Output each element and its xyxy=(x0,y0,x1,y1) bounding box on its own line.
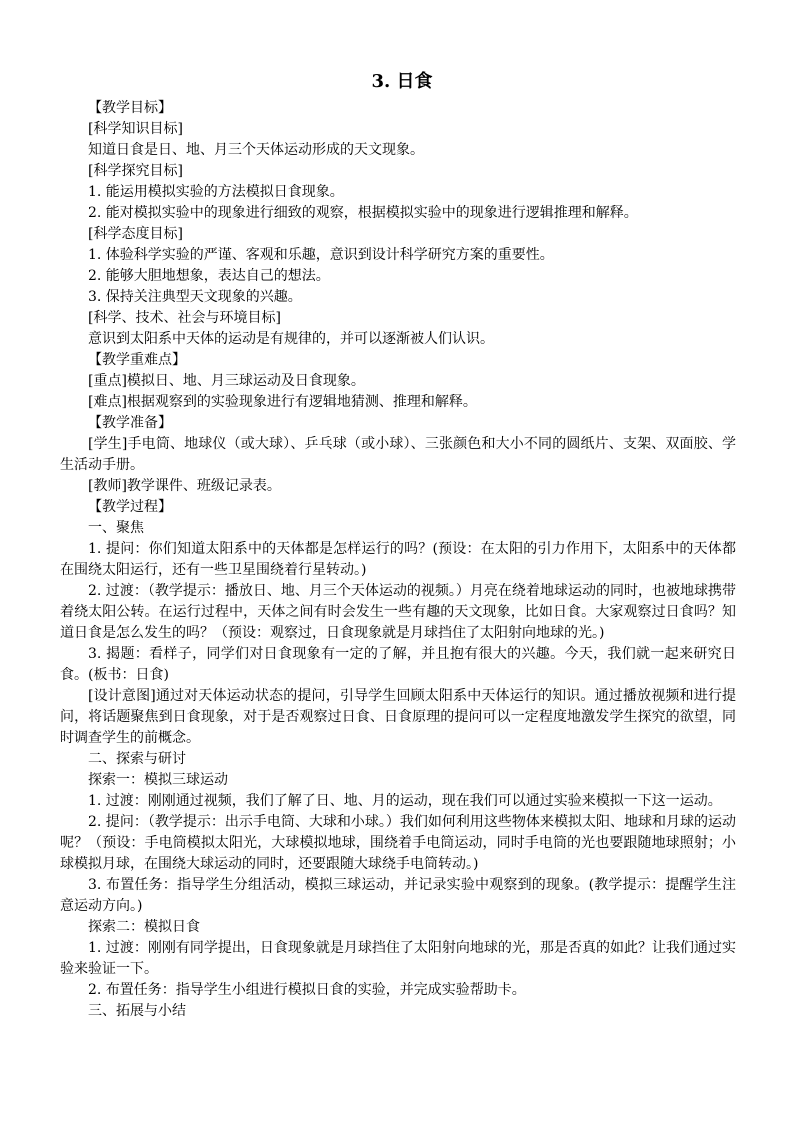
paragraph: 三、拓展与小结 xyxy=(88,1003,186,1019)
paragraph: 【教学目标】 xyxy=(88,100,172,116)
paragraph: 探索二：模拟日食 xyxy=(88,919,200,935)
paragraph: 2. 能够大胆地想象，表达自己的想法。 xyxy=(88,268,330,284)
paragraph: 1. 体验科学实验的严谨、客观和乐趣，意识到设计科学研究方案的重要性。 xyxy=(88,247,554,263)
paragraph: 3. 布置任务：指导学生分组活动，模拟三球运动，并记录实验中观察到的现象。(教学提示：提醒学生注意运动方向。) xyxy=(60,877,736,914)
paragraph: [科学探究目标] xyxy=(88,163,183,179)
paragraph: 一、聚焦 xyxy=(88,520,144,536)
paragraph: 2. 过渡：（教学提示：播放日、地、月三个天体运动的视频。）月亮在绕着地球运动的同时，也被地球携带着绕太阳公转。在运行过程中，天体之间有时会发生一些有趣的天文现象，比如日食。大家观察过日食吗？知道日食是怎么发生的吗？（预设：观察过，日食现象就是月球挡住了太阳射向地球的光。) xyxy=(60,583,736,641)
paragraph: 【教学准备】 xyxy=(88,415,172,431)
paragraph: 【教学重难点】 xyxy=(88,352,186,368)
paragraph: 2. 能对模拟实验中的现象进行细致的观察，根据模拟实验中的现象进行逻辑推理和解释。 xyxy=(88,205,638,221)
paragraph: [难点]根据观察到的实验现象进行有逻辑地猜测、推理和解释。 xyxy=(88,394,477,410)
paragraph: 1. 提问：你们知道太阳系中的天体都是怎样运行的吗？(预设：在太阳的引力作用下，太阳系中的天体都在围绕太阳运行，还有一些卫星围绕着行星转动。) xyxy=(60,541,736,578)
paragraph: [科学态度目标] xyxy=(88,226,183,242)
document-title: 3. 日食 xyxy=(371,71,433,92)
paragraph: [重点]模拟日、地、月三球运动及日食现象。 xyxy=(88,373,365,389)
paragraph: 意识到太阳系中天体的运动是有规律的，并可以逐渐被人们认识。 xyxy=(88,331,494,347)
paragraph: 1. 过渡：刚刚有同学提出，日食现象就是月球挡住了太阳射向地球的光，那是否真的如此？让我们通过实验来验证一下。 xyxy=(60,940,736,977)
paragraph: 【教学过程】 xyxy=(88,499,172,515)
paragraph: [教师]教学课件、班级记录表。 xyxy=(88,478,281,494)
paragraph: 二、探索与研讨 xyxy=(88,751,186,767)
paragraph: 2. 布置任务：指导学生小组进行模拟日食的实验，并完成实验帮助卡。 xyxy=(88,982,526,998)
paragraph: 知道日食是日、地、月三个天体运动形成的天文现象。 xyxy=(88,142,424,158)
paragraph: 3. 保持关注典型天文现象的兴趣。 xyxy=(88,289,302,305)
paragraph: [学生]手电筒、地球仪（或大球）、乒乓球（或小球）、三张颜色和大小不同的圆纸片、支架、双面胶、学生活动手册。 xyxy=(60,436,736,473)
paragraph: 1. 能运用模拟实验的方法模拟日食现象。 xyxy=(88,184,344,200)
paragraph: [设计意图]通过对天体运动状态的提问，引导学生回顾太阳系中天体运行的知识。通过播放视频和进行提问，将话题聚焦到日食现象，对于是否观察过日食、日食原理的提问可以一定程度地激发学生探究的欲望，同时调查学生的前概念。 xyxy=(60,688,736,746)
document-page xyxy=(60,68,736,1022)
document-body xyxy=(60,98,736,1022)
paragraph: [科学知识目标] xyxy=(88,121,183,137)
paragraph: 探索一：模拟三球运动 xyxy=(88,772,228,788)
paragraph: 3. 揭题：看样子，同学们对日食现象有一定的了解，并且抱有很大的兴趣。今天，我们就一起来研究日食。(板书：日食) xyxy=(60,646,736,683)
paragraph: 1. 过渡：刚刚通过视频，我们了解了日、地、月的运动，现在我们可以通过实验来模拟一下这一运动。 xyxy=(88,793,722,809)
paragraph: 2. 提问：（教学提示：出示手电筒、大球和小球。）我们如何利用这些物体来模拟太阳、地球和月球的运动呢？（预设：手电筒模拟太阳光，大球模拟地球，围绕着手电筒运动，同时手电筒的光也要跟随地球照射；小球模拟月球，在围绕大球运动的同时，还要跟随大球绕手电筒转动。) xyxy=(60,814,736,872)
paragraph: [科学、技术、社会与环境目标] xyxy=(88,310,281,326)
